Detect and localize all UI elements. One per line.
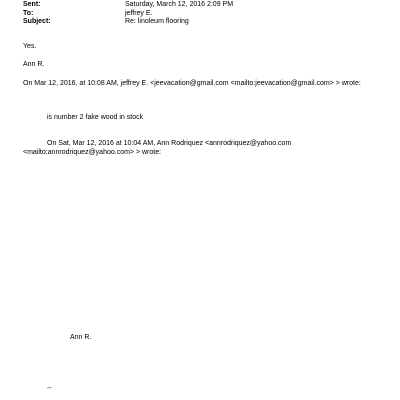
quote1-text: is number 2 fake wood in stock bbox=[47, 114, 144, 121]
subject-value: Re: linoleum flooring bbox=[125, 18, 189, 25]
sent-value: Saturday, March 12, 2016 2:09 PM bbox=[125, 1, 234, 8]
quote2-intro-line1: On Sat, Mar 12, 2016 at 10:04 AM, Ann Rodriquez <annrodriquez@yahoo.com bbox=[47, 140, 292, 147]
trailing-dashes: -- bbox=[47, 385, 52, 392]
to-value: jeffrey E. bbox=[125, 10, 153, 17]
reply-text: Yes. bbox=[23, 43, 37, 50]
quote1-intro: On Mar 12, 2016, at 10:08 AM, jeffrey E. <jeevacation@gmail.com <mailto:jeevacation@gmail.com> > wrote: bbox=[23, 80, 361, 87]
quote2-signature: Ann R. bbox=[70, 334, 92, 341]
sent-row bbox=[23, 0, 383, 9]
subject-label: Subject: bbox=[23, 18, 51, 25]
quote2-intro-line2: <mailto:annrodriquez@yahoo.com> > wrote: bbox=[23, 149, 162, 156]
to-label: To: bbox=[23, 10, 34, 17]
subject-row bbox=[23, 17, 383, 26]
sent-label: Sent: bbox=[23, 1, 41, 8]
reply-signature: Ann R. bbox=[23, 61, 45, 68]
